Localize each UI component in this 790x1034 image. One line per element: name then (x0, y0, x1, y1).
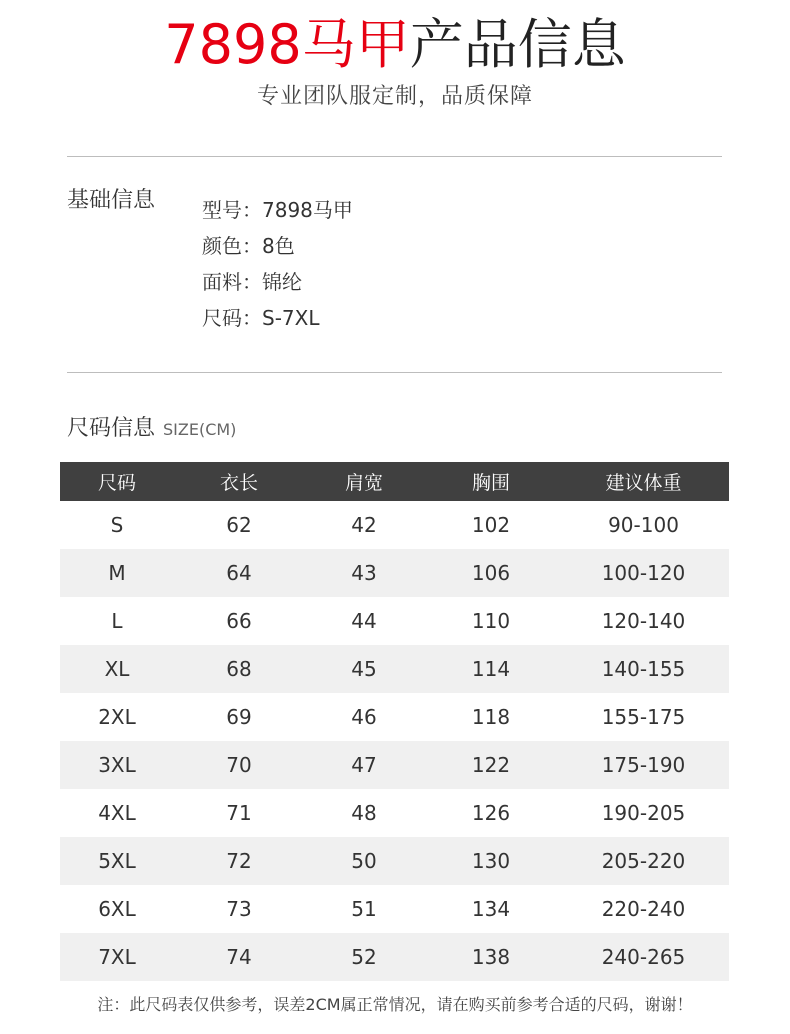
length-cell: 74 (226, 945, 252, 969)
column-header-shoulder: 肩宽 (344, 472, 383, 494)
size-info-label (67, 414, 236, 445)
shoulder-cell: 43 (351, 561, 377, 585)
table-row (60, 741, 729, 789)
basic-info-list (202, 192, 353, 336)
column-header-size: 尺码 (97, 472, 136, 494)
page-subtitle: 专业团队服定制，品质保障 (256, 84, 533, 109)
weight-cell: 140-155 (601, 657, 686, 681)
size-info-unit: SIZE(CM) (163, 420, 237, 439)
shoulder-cell: 46 (351, 705, 377, 729)
length-cell: 69 (226, 705, 252, 729)
table-row (60, 645, 729, 693)
shoulder-cell: 51 (351, 897, 377, 921)
length-cell: 70 (226, 753, 252, 777)
table-row (60, 789, 729, 837)
shoulder-cell: 50 (351, 849, 377, 873)
chest-cell: 118 (471, 705, 511, 729)
chest-cell: 126 (471, 801, 511, 825)
length-cell: 73 (226, 897, 252, 921)
basic-info-color: 颜色：8色 (202, 234, 295, 258)
table-row (60, 597, 729, 645)
basic-info-fabric: 面料：锦纶 (202, 270, 302, 294)
table-header-row (60, 462, 729, 501)
title-rest: 产品信息 (409, 13, 626, 76)
divider-top (67, 156, 722, 157)
chest-cell: 102 (471, 513, 511, 537)
chest-cell: 138 (471, 945, 511, 969)
size-cell: 6XL (98, 897, 136, 921)
table-row (60, 693, 729, 741)
weight-cell: 120-140 (601, 609, 686, 633)
size-cell: 2XL (98, 705, 136, 729)
basic-info-model: 型号：7898马甲 (202, 198, 353, 222)
chest-cell: 122 (471, 753, 511, 777)
shoulder-cell: 48 (351, 801, 377, 825)
size-cell: 3XL (98, 753, 136, 777)
column-header-chest: 胸围 (471, 472, 510, 494)
chest-cell: 134 (471, 897, 511, 921)
size-cell: 4XL (98, 801, 136, 825)
weight-cell: 155-175 (601, 705, 686, 729)
length-cell: 62 (226, 513, 252, 537)
page-title (0, 14, 790, 76)
length-cell: 68 (226, 657, 252, 681)
shoulder-cell: 47 (351, 753, 377, 777)
weight-cell: 90-100 (608, 513, 679, 537)
title-accent: 7898马甲 (164, 13, 410, 76)
size-cell: M (108, 561, 126, 585)
chest-cell: 114 (471, 657, 511, 681)
weight-cell: 190-205 (601, 801, 686, 825)
column-header-weight: 建议体重 (605, 472, 682, 494)
shoulder-cell: 42 (351, 513, 377, 537)
weight-cell: 240-265 (601, 945, 686, 969)
length-cell: 71 (226, 801, 252, 825)
size-table (60, 462, 729, 981)
shoulder-cell: 52 (351, 945, 377, 969)
table-row (60, 933, 729, 981)
table-row (60, 501, 729, 549)
size-cell: S (110, 513, 124, 537)
column-header-length: 衣长 (219, 472, 258, 494)
chest-cell: 110 (471, 609, 511, 633)
weight-cell: 205-220 (601, 849, 686, 873)
weight-cell: 175-190 (601, 753, 686, 777)
size-cell: XL (104, 657, 130, 681)
length-cell: 66 (226, 609, 252, 633)
length-cell: 64 (226, 561, 252, 585)
size-cell: 5XL (98, 849, 136, 873)
weight-cell: 220-240 (601, 897, 686, 921)
size-cell: L (111, 609, 123, 633)
divider-middle (67, 372, 722, 373)
shoulder-cell: 45 (351, 657, 377, 681)
size-cell: 7XL (98, 945, 136, 969)
chest-cell: 130 (471, 849, 511, 873)
chest-cell: 106 (471, 561, 511, 585)
basic-info-size-range: 尺码：S-7XL (202, 306, 320, 330)
length-cell: 72 (226, 849, 252, 873)
table-row (60, 837, 729, 885)
weight-cell: 100-120 (601, 561, 686, 585)
shoulder-cell: 44 (351, 609, 377, 633)
size-info-title: 尺码信息 (67, 416, 156, 441)
basic-info-label: 基础信息 (67, 188, 156, 213)
table-row (60, 885, 729, 933)
table-row (60, 549, 729, 597)
footnote: 注：此尺码表仅供参考，误差2CM属正常情况，请在购买前参考合适的尺码，谢谢！ (97, 995, 693, 1014)
